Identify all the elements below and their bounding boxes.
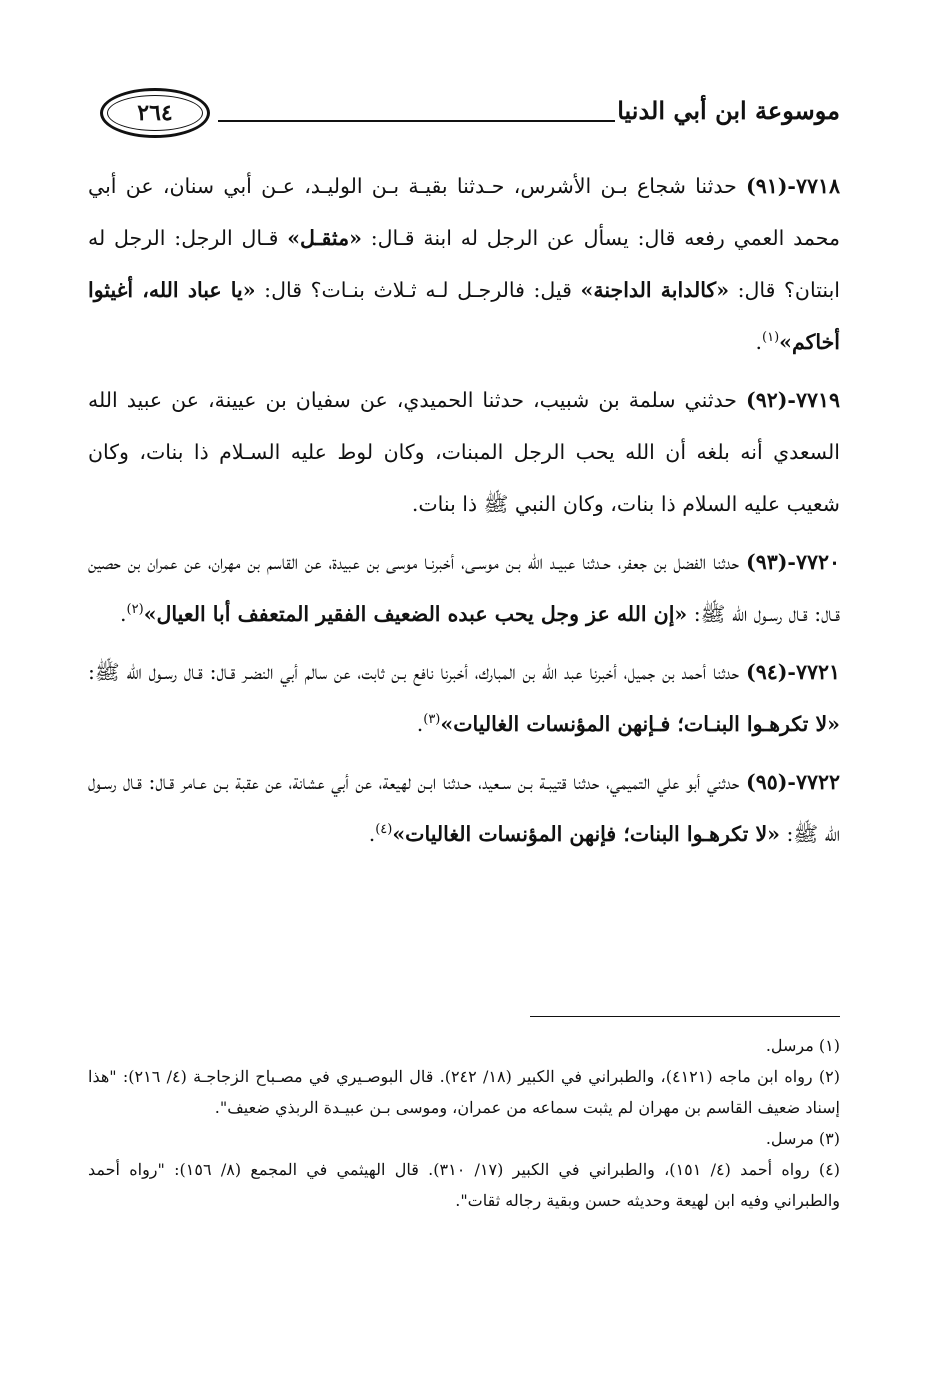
footnote: (٢) رواه ابن ماجه (٤١٢١)، والطبراني في الكبير (١٨/ ٢٤٢). قال البوصـيري في مصـباح الزجاجـة (٤/ ٢١٦): "هذا إسناد ضعيف القاسم بن مهران لم يثبت سماعه من عمران، وموسى بـن عبيـدة الربذي ضعيف". [88,1067,840,1117]
book-page [88,0,840,1375]
page-number-oval [100,88,210,138]
hadith-end: . [120,602,127,626]
hadith-quote: «مثقـل» [287,226,362,250]
footnote-marker: (١) [762,330,780,346]
page-header [88,86,840,148]
hadith-paragraph [88,374,840,530]
hadith-paragraph [88,756,840,860]
footnote: (١) مرسل. [765,1036,840,1055]
hadith-quote: «لا تكرهـوا البنـات؛ فـإنهن المؤنسات الغاليات» [440,712,840,736]
footnote-marker: (٣) [423,712,441,728]
hadith-number: ٧٧٢٠-(٩٣) [746,550,840,574]
footnote: (٤) رواه أحمد (٤/ ١٥١)، والطبراني في الكبير (١٧/ ٣١٠). قال الهيثمي في المجمع (٨/ ١٥٦): "رواه أحمد والطبراني وفيه ابن لهيعة وحديثه حسن وبقية رجاله ثقات". [88,1160,841,1210]
hadith-text: حدثني سلمة بن شبيب، حدثنا الحميدي، عن سفيان بن عيينة، عن عبيد الله السعدي أنه بلغه أن الله يحب الرجل المبنات، وكان لوط عليه السـلام ذا بنات، وكان شعيب عليه السلام ذا بنات، وكان النبي ﷺ ذا بنات. [88,388,840,516]
hadith-paragraph [88,646,840,750]
footnote-separator [530,1016,840,1017]
footnote: (٣) مرسل. [765,1129,840,1148]
footnote-marker: (٢) [126,602,144,618]
hadith-text: حدثني أبو علي التميمي، حدثنا قتيبـة بـن سـعيد، حـدثنا ابـن لهيعة، عن أبي عشانة، عن عقبة بـن عـامر قـال: قـال رسـول الله ﷺ: [88,770,840,846]
hadith-quote: «كالدابة الداجنة» [580,278,730,302]
hadith-text: قـال الرجل: الرجل له ابنتان؟ قال: [88,226,840,302]
hadith-end: . [416,712,424,736]
footnote-marker: (٤) [375,822,393,838]
header-rule [218,120,615,122]
hadith-number: ٧٧١٩-(٩٢) [746,388,840,412]
hadith-text: حدثنا الفضل بن جعفر، حـدثنا عبيـد الله بـن موسـى، أخبرنـا موسى بن عبيدة، عن القاسم بن مهران، عن عمران بن حصين قـال: قـال رسـول الله ﷺ: [88,550,840,626]
hadith-text: قيل: فالرجـل لـه ثـلاث بنـات؟ قال: [255,278,581,302]
main-text [88,160,840,866]
hadith-quote: «لا تكرهـوا البنات؛ فإنهن المؤنسات الغاليات» [392,822,780,846]
page-number: ٢٦٤ [137,100,173,126]
hadith-text: حدثنا شجاع بـن الأشرس، حـدثنا بقيـة بـن الوليـد، عـن أبي سنان، عن أبي محمد العمي رفعه قال: يسأل عن الرجل له ابنة قـال: [88,174,840,250]
hadith-end: . [755,330,763,354]
hadith-number: ٧٧١٨-(٩١) [746,174,840,198]
hadith-paragraph [88,536,840,640]
hadith-paragraph [88,160,840,368]
hadith-quote: «يا عباد الله، أغيثوا أخاكم» [88,278,840,354]
hadith-number: ٧٧٢٢-(٩٥) [746,770,840,794]
book-title: موسوعة ابن أبي الدنيا [617,96,840,125]
footnotes [88,1030,840,1216]
hadith-end: . [368,822,376,846]
hadith-quote: «إن الله عز وجل يحب عبده الضعيف الفقير المتعفف أبا العيال» [143,602,688,626]
hadith-text: حدثنا أحمد بن جميل، أخبرنا عبد الله بن المبارك، أخبرنا نافع بـن ثابت، عن سالم أبي النضـر قـال: قـال رسـول الله ﷺ: [88,660,746,684]
hadith-number: ٧٧٢١-(٩٤) [746,660,840,684]
